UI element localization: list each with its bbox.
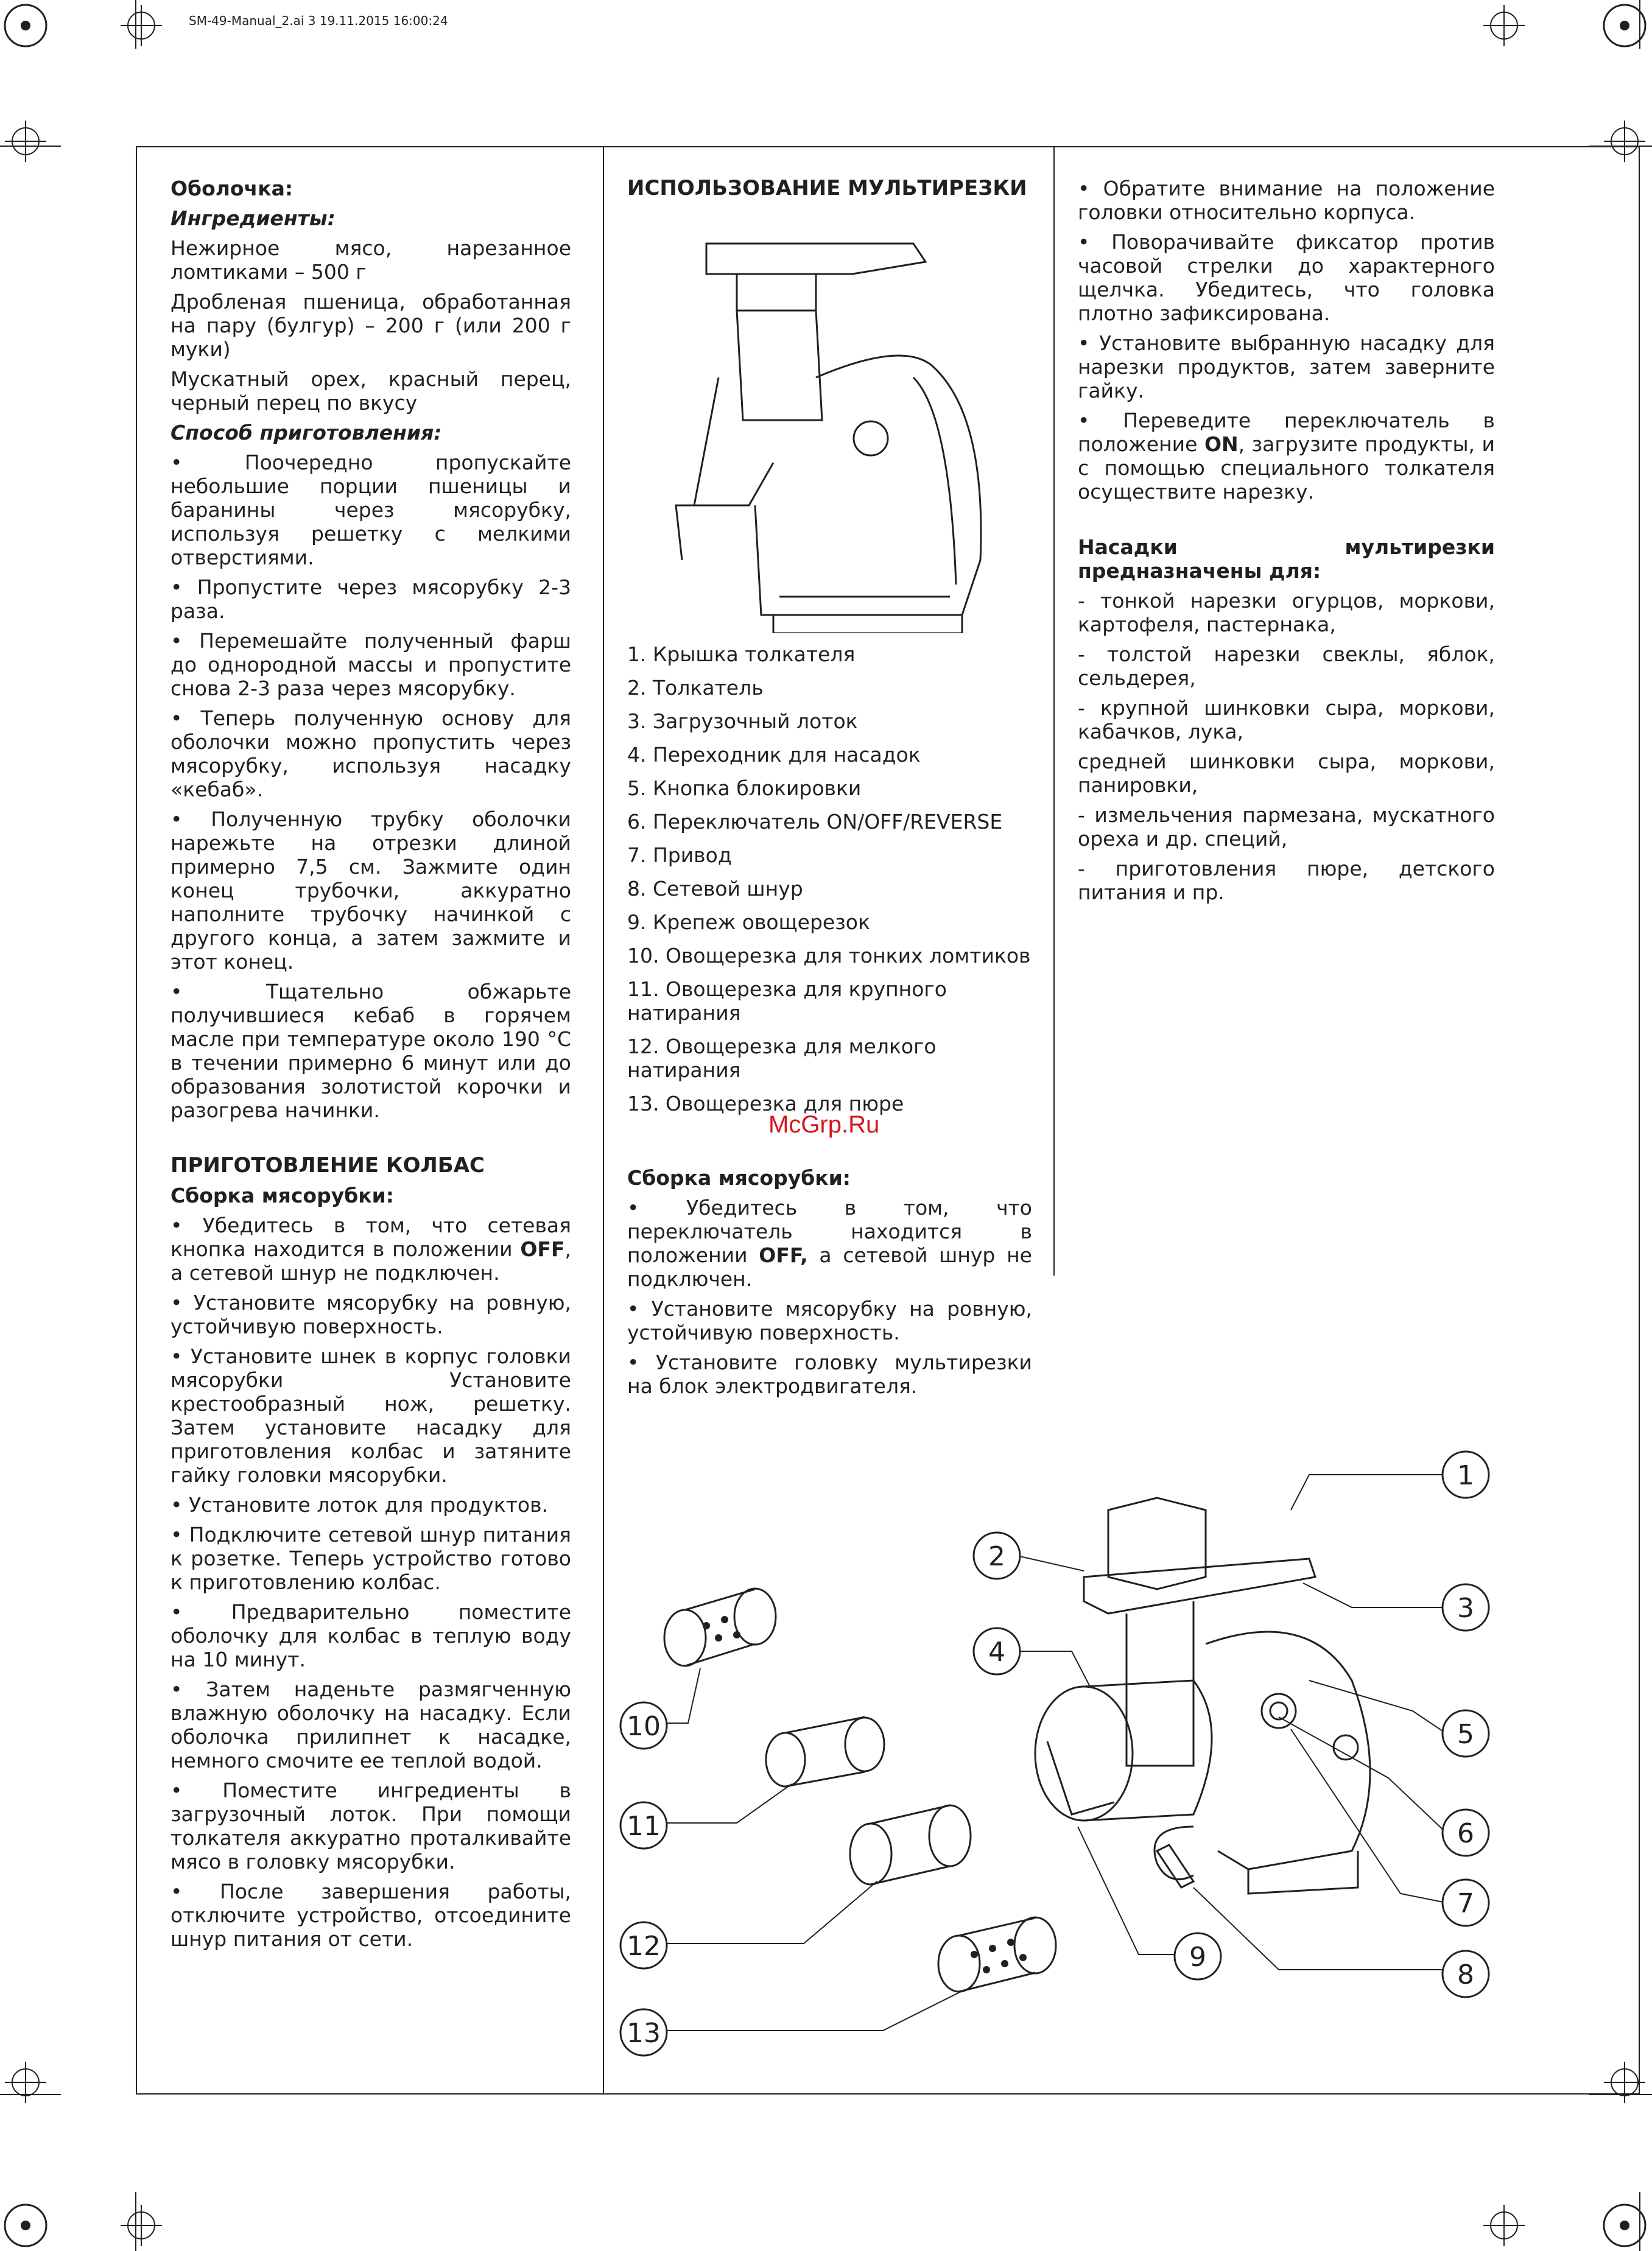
section-title: ПРИГОТОВЛЕНИЕ КОЛБАС bbox=[170, 1153, 485, 1178]
callout-number: 13 bbox=[627, 2018, 661, 2049]
part-item: 6. Переключатель ON/OFF/REVERSE bbox=[627, 810, 1003, 834]
usage-step: • Переведите переключатель в положение ON, загрузите продукты, и с помощью специального толкателя осуществите нарезку. bbox=[1078, 409, 1495, 504]
exploded-diagram bbox=[609, 1425, 1504, 2082]
usage-step: • Поворачивайте фиксатор против часовой стрелки до характерного щелчка. Убедитесь, что головка плотно зафиксирована. bbox=[1078, 230, 1495, 325]
assembly-step: • Подключите сетевой шнур питания к розетке. Теперь устройство готово к приготовлению колбас. bbox=[170, 1523, 571, 1594]
assembly-step: • Убедитесь в том, что переключатель находится в положении OFF, а сетевой шнур не подключен. bbox=[627, 1196, 1032, 1291]
starburst-icon bbox=[1604, 2205, 1645, 2246]
part-item: 5. Кнопка блокировки bbox=[627, 776, 862, 800]
callout-number: 10 bbox=[627, 1711, 661, 1742]
assembly-step: • Убедитесь в том, что сетевая кнопка находится в положении OFF, а сетевой шнур не подключен. bbox=[170, 1213, 571, 1285]
column-2 bbox=[627, 177, 1032, 206]
drum-13 bbox=[938, 1917, 1056, 1992]
crosshair-icon bbox=[5, 121, 46, 162]
assembly-step: • Поместите ингредиенты в загрузочный лоток. При помощи толкателя аккуратно проталкивайте мясо в головку мясорубки. bbox=[170, 1779, 571, 1873]
callout-number: 11 bbox=[627, 1811, 661, 1842]
part-item: 7. Привод bbox=[627, 843, 732, 867]
callout-number: 5 bbox=[1457, 1719, 1474, 1750]
part-item: 8. Сетевой шнур bbox=[627, 877, 803, 901]
ingredient-item: Нежирное мясо, нарезанное ломтиками – 500 г bbox=[170, 236, 571, 284]
recipe-title: Оболочка: bbox=[170, 177, 293, 200]
part-item: 10. Овощерезка для тонких ломтиков bbox=[627, 944, 1031, 967]
callout-number: 1 bbox=[1457, 1460, 1474, 1491]
attachment-item: - приготовления пюре, детского питания и пр. bbox=[1078, 857, 1495, 904]
callout-number: 12 bbox=[627, 1931, 661, 1962]
ingredients-label: Ингредиенты: bbox=[170, 206, 336, 230]
part-item: 2. Толкатель bbox=[627, 676, 764, 700]
assembly-step: • Установите лоток для продуктов. bbox=[170, 1493, 549, 1517]
starburst-icon bbox=[5, 2205, 46, 2246]
assembly-step: • Затем наденьте размягченную влажную оболочку на насадку. Если оболочка прилипнет к насадке, немного смочите ее теплой водой. bbox=[170, 1677, 571, 1772]
callout-number: 9 bbox=[1189, 1942, 1206, 1973]
usage-step: • Установите выбранную насадку для нарезки продуктов, затем заверните гайку. bbox=[1078, 331, 1495, 402]
crosshair-icon bbox=[1483, 2205, 1525, 2246]
column-2-assembly bbox=[627, 1166, 1032, 1404]
attachment-item: средней шинковки сыра, моркови, панировки, bbox=[1078, 750, 1495, 797]
column-3 bbox=[1078, 177, 1495, 910]
column-divider bbox=[1053, 146, 1055, 1276]
usage-step: • Обратите внимание на положение головки относительно корпуса. bbox=[1078, 177, 1495, 224]
callout-number: 6 bbox=[1457, 1818, 1474, 1849]
attachment-item: - тонкой нарезки огурцов, моркови, картофеля, пастернака, bbox=[1078, 589, 1495, 636]
ingredient-item: Мускатный орех, красный перец, черный перец по вкусу bbox=[170, 367, 571, 415]
drum-holes bbox=[703, 1616, 1027, 1973]
part-item: 4. Переходник для насадок bbox=[627, 743, 921, 767]
assembly-step: • Предварительно поместите оболочку для колбас в теплую воду на 10 минут. bbox=[170, 1600, 571, 1671]
crosshair-icon bbox=[121, 5, 162, 46]
part-item: 13. Овощерезка для пюре bbox=[627, 1092, 904, 1115]
method-step: • Тщательно обжарьте получившиеся кебаб в горячем масле при температуре около 190 °C в течении примерно 6 минут или до образования золотистой корочки и разогрева начинки. bbox=[170, 980, 571, 1122]
callout-number: 8 bbox=[1457, 1959, 1474, 1990]
method-step: • Поочередно пропускайте небольшие порции пшеницы и баранины через мясорубку, используя решетку с мелкими отверстиями. bbox=[170, 451, 571, 569]
assembly-step: • Установите головку мультирезки на блок электродвигателя. bbox=[627, 1350, 1032, 1398]
slicer-side-illustration bbox=[670, 219, 1011, 633]
assembly-step: • Установите шнек в корпус головки мясорубки Установите крестообразный нож, решетку. Затем установите насадку для приготовления колбас и затяните гайку головки мясорубки. bbox=[170, 1344, 571, 1487]
part-item: 9. Крепеж овощерезок bbox=[627, 910, 870, 934]
part-item: 12. Овощерезка для мелкого натирания bbox=[627, 1034, 937, 1082]
attachments-title: Насадки мультирезки предназначены для: bbox=[1078, 535, 1495, 583]
part-item: 1. Крышка толкателя bbox=[627, 642, 856, 666]
assembly-label: Сборка мясорубки: bbox=[170, 1184, 394, 1207]
starburst-icon bbox=[5, 5, 46, 46]
watermark: McGrp.Ru bbox=[768, 1111, 880, 1138]
crosshair-icon bbox=[121, 2205, 162, 2246]
drum-12 bbox=[850, 1805, 971, 1884]
part-item: 3. Загрузочный лоток bbox=[627, 709, 858, 733]
callout-number: 7 bbox=[1457, 1888, 1474, 1919]
parts-list bbox=[627, 642, 1032, 1125]
drum-10 bbox=[664, 1589, 776, 1666]
column-divider bbox=[603, 146, 604, 2095]
callout-circles bbox=[620, 1452, 1489, 2056]
column-1 bbox=[170, 177, 571, 1957]
assembly-step: • После завершения работы, отключите устройство, отсоедините шнур питания от сети. bbox=[170, 1880, 571, 1951]
callout-number: 3 bbox=[1457, 1593, 1474, 1624]
attachment-item: - измельчения пармезана, мускатного ореха и др. специй, bbox=[1078, 803, 1495, 851]
assembly-step: • Установите мясорубку на ровную, устойчивую поверхность. bbox=[627, 1297, 1032, 1344]
section-title: ИСПОЛЬЗОВАНИЕ МУЛЬТИРЕЗКИ bbox=[627, 176, 1027, 200]
method-step: • Теперь полученную основу для оболочки можно пропустить через мясорубку, используя насадку «кебаб». bbox=[170, 706, 571, 801]
method-label: Способ приготовления: bbox=[170, 421, 442, 444]
file-slug: SM-49-Manual_2.ai 3 19.11.2015 16:00:24 bbox=[189, 13, 448, 28]
callout-number: 2 bbox=[988, 1541, 1005, 1572]
attachment-item: - толстой нарезки свеклы, яблок, сельдерея, bbox=[1078, 642, 1495, 690]
crosshair-icon bbox=[1483, 5, 1525, 46]
appliance-drawing bbox=[664, 1498, 1370, 1992]
part-item: 11. Овощерезка для крупного натирания bbox=[627, 977, 947, 1025]
assembly-label: Сборка мясорубки: bbox=[627, 1166, 851, 1190]
crosshair-icon bbox=[5, 2062, 46, 2103]
method-step: • Пропустите через мясорубку 2-3 раза. bbox=[170, 575, 571, 623]
method-step: • Полученную трубку оболочки нарежьте на отрезки длиной примерно 7,5 см. Зажмите один конец трубочки, аккуратно наполните трубочку начинкой с другого конца, а затем зажмите и этот конец. bbox=[170, 807, 571, 974]
ingredient-item: Дробленая пшеница, обработанная на пару (булгур) – 200 г (или 200 г муки) bbox=[170, 290, 571, 361]
attachment-item: - крупной шинковки сыра, моркови, кабачков, лука, bbox=[1078, 696, 1495, 743]
starburst-icon bbox=[1604, 5, 1645, 46]
drum-11 bbox=[766, 1717, 884, 1786]
method-step: • Перемешайте полученный фарш до однородной массы и пропустите снова 2-3 раза через мясорубку. bbox=[170, 629, 571, 700]
callout-number: 4 bbox=[988, 1637, 1005, 1668]
assembly-step: • Установите мясорубку на ровную, устойчивую поверхность. bbox=[170, 1291, 571, 1338]
leader-lines bbox=[660, 1475, 1446, 2031]
